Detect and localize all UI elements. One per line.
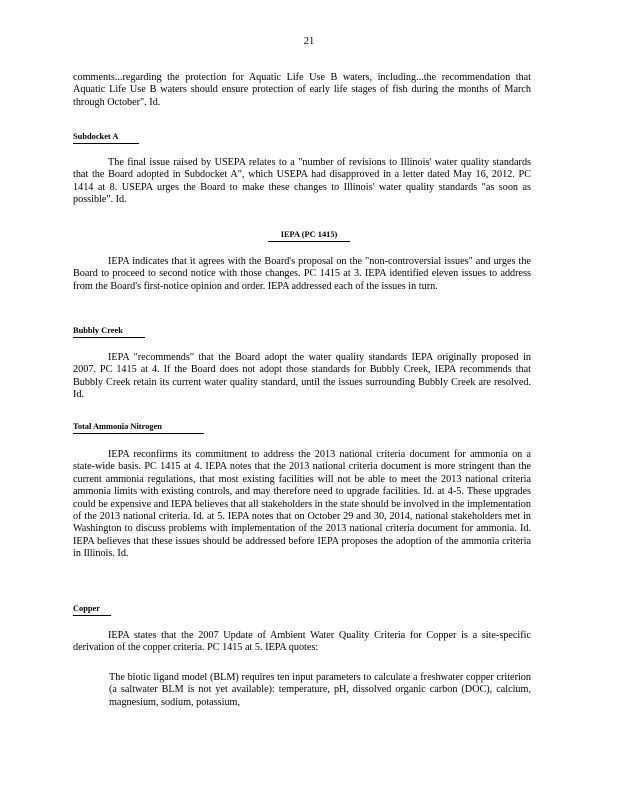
heading-subdocket [73, 131, 139, 144]
heading-bubbly-creek-text: Bubbly Creek [73, 325, 145, 338]
heading-copper [73, 603, 111, 616]
ammonia-paragraph: IEPA reconfirms its commitment to address the 2013 national criteria document for ammonia on a state-wide basis. PC 1415 at 4. IEPA notes that the 2013 national criteria document is more stringent than the current ammonia regulations, that most existing facilities will not be able to meet the 2013 national criteria ammonia limits with existing controls, and may therefore need to upgrade facilities. Id. at 4-5. These upgrades could be expensive and IEPA believes that all stakeholders in the state should be involved in the implementation of the 2013 national criteria. Id. at 5. IEPA notes that on October 29 and 30, 2014, national stakeholders met in Washington to discuss problems with implementation of the 2013 national criteria document for ammonia. Id. IEPA believes that these issues should be addressed before IEPA proposes the adoption of the ammonia criteria in Illinois. Id. [73, 449, 531, 560]
heading-iepa [0, 229, 618, 242]
heading-copper-text: Copper [73, 603, 111, 616]
heading-total-ammonia [73, 421, 204, 434]
subdocket-paragraph: The final issue raised by USEPA relates to a "number of revisions to Illinois' water quality standards that the Board adopted in Subdocket A", which USEPA had disapproved in a letter dated May 16, 2012. PC 1414 at 8. USEPA urges the Board to make these changes to Illinois' water quality standards "as soon as possible". Id. [73, 157, 531, 206]
intro-paragraph: comments...regarding the protection for Aquatic Life Use B waters, including...the recommendation that Aquatic Life Use B waters should ensure protection of early life stages of fish during the months of March through October". Id. [73, 72, 531, 108]
bubbly-creek-paragraph: IEPA "recommends" that the Board adopt the water quality standards IEPA originally proposed in 2007. PC 1415 at 4. If the Board does not adopt those standards for Bubbly Creek, IEPA recommends that Bubbly Creek retain its current water quality standard, until the issues surrounding Bubbly Creek are resolved. Id. [73, 352, 531, 401]
heading-iepa-text: IEPA (PC 1415) [268, 229, 350, 242]
heading-subdocket-text: Subdocket A [73, 131, 139, 144]
copper-paragraph: IEPA states that the 2007 Update of Ambient Water Quality Criteria for Copper is a site-specific derivation of the copper criteria. PC 1415 at 5. IEPA quotes: [73, 630, 531, 654]
heading-total-ammonia-text: Total Ammonia Nitrogen [73, 421, 204, 434]
heading-bubbly-creek [73, 325, 145, 338]
page-number: 21 [303, 36, 315, 47]
iepa-paragraph: IEPA indicates that it agrees with the Board's proposal on the "non-controversial issues" and urges the Board to proceed to second notice with those changes. PC 1415 at 3. IEPA identified eleven issues to address from the Board's first-notice opinion and order. IEPA addressed each of the issues in turn. [73, 256, 531, 292]
copper-block-quote: The biotic ligand model (BLM) requires ten input parameters to calculate a freshwater copper criterion (a saltwater BLM is not yet available): temperature, pH, dissolved organic carbon (DOC), calcium, magnesium, sodium, potassium, [109, 672, 531, 708]
